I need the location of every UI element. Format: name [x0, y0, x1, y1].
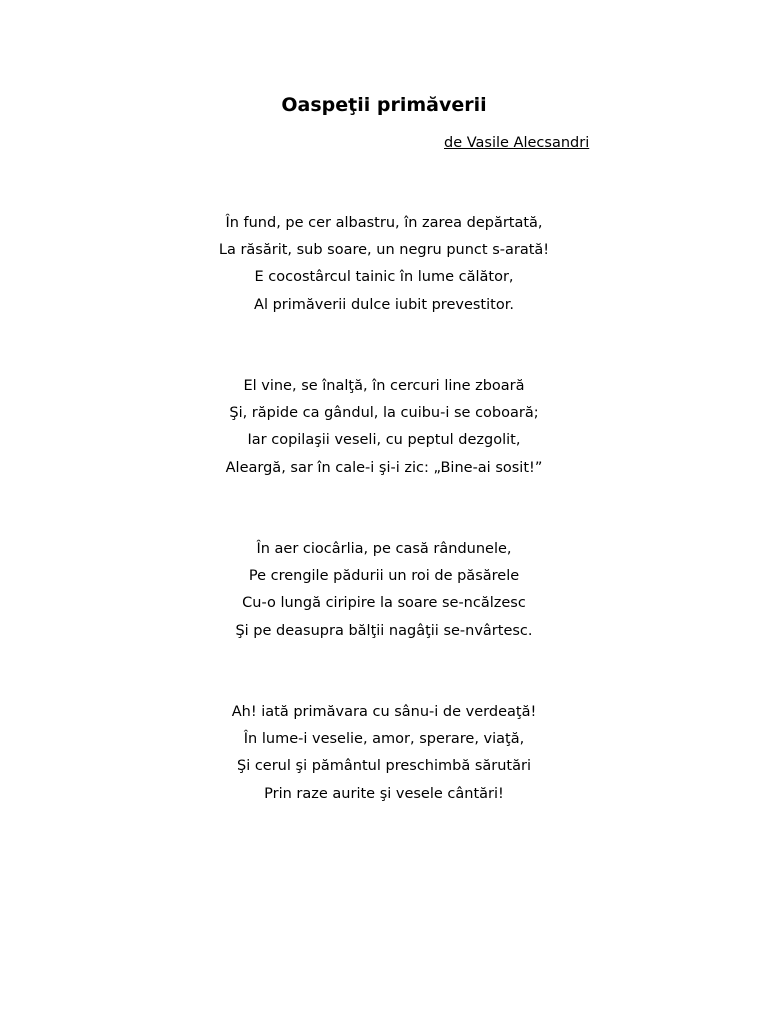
- verse-line: În fund, pe cer albastru, în zarea depărtată,: [225, 215, 543, 231]
- stanza-4: [0, 699, 768, 808]
- stanza-1: [0, 210, 768, 319]
- verse-line: Al primăverii dulce iubit prevestitor.: [254, 296, 514, 313]
- verse-line: La răsărit, sub soare, un negru punct s-arată!: [218, 242, 550, 259]
- verse-line: Aleargă, sar în cale-i şi-i zic: „Bine-ai sosit!”: [225, 459, 543, 476]
- verse-line: Iar copilaşii veseli, cu peptul dezgolit,: [247, 432, 521, 449]
- verse-line: Prin raze aurite şi vesele cântări!: [264, 785, 504, 802]
- verse-line: Ah! iată primăvara cu sânu-i de verdeaţă!: [231, 704, 537, 720]
- poem-title: Oaspeţii primăverii: [281, 94, 487, 116]
- verse-line: Cu-o lungă ciripire la soare se-ncălzesc: [242, 595, 526, 612]
- verse-line: Pe crengile pădurii un roi de păsărele: [248, 568, 520, 585]
- verse-line: E cocostârcul tainic în lume călător,: [254, 269, 514, 286]
- verse-line: În lume-i veselie, amor, sperare, viaţă,: [243, 731, 525, 748]
- stanza-2: [0, 373, 768, 482]
- stanza-3: [0, 536, 768, 645]
- verse-line: El vine, se înalţă, în cercuri line zboară: [243, 378, 525, 394]
- verse-line: În aer ciocârlia, pe casă rândunele,: [256, 541, 512, 557]
- verse-line: Şi, răpide ca gândul, la cuibu-i se coboară;: [229, 405, 539, 422]
- verse-line: Şi cerul şi pământul preschimbă sărutări: [236, 758, 531, 775]
- poem-author: de Vasile Alecsandri: [444, 135, 590, 151]
- verse-line: Şi pe deasupra bălţii nagâţii se-nvârtesc.: [235, 622, 533, 639]
